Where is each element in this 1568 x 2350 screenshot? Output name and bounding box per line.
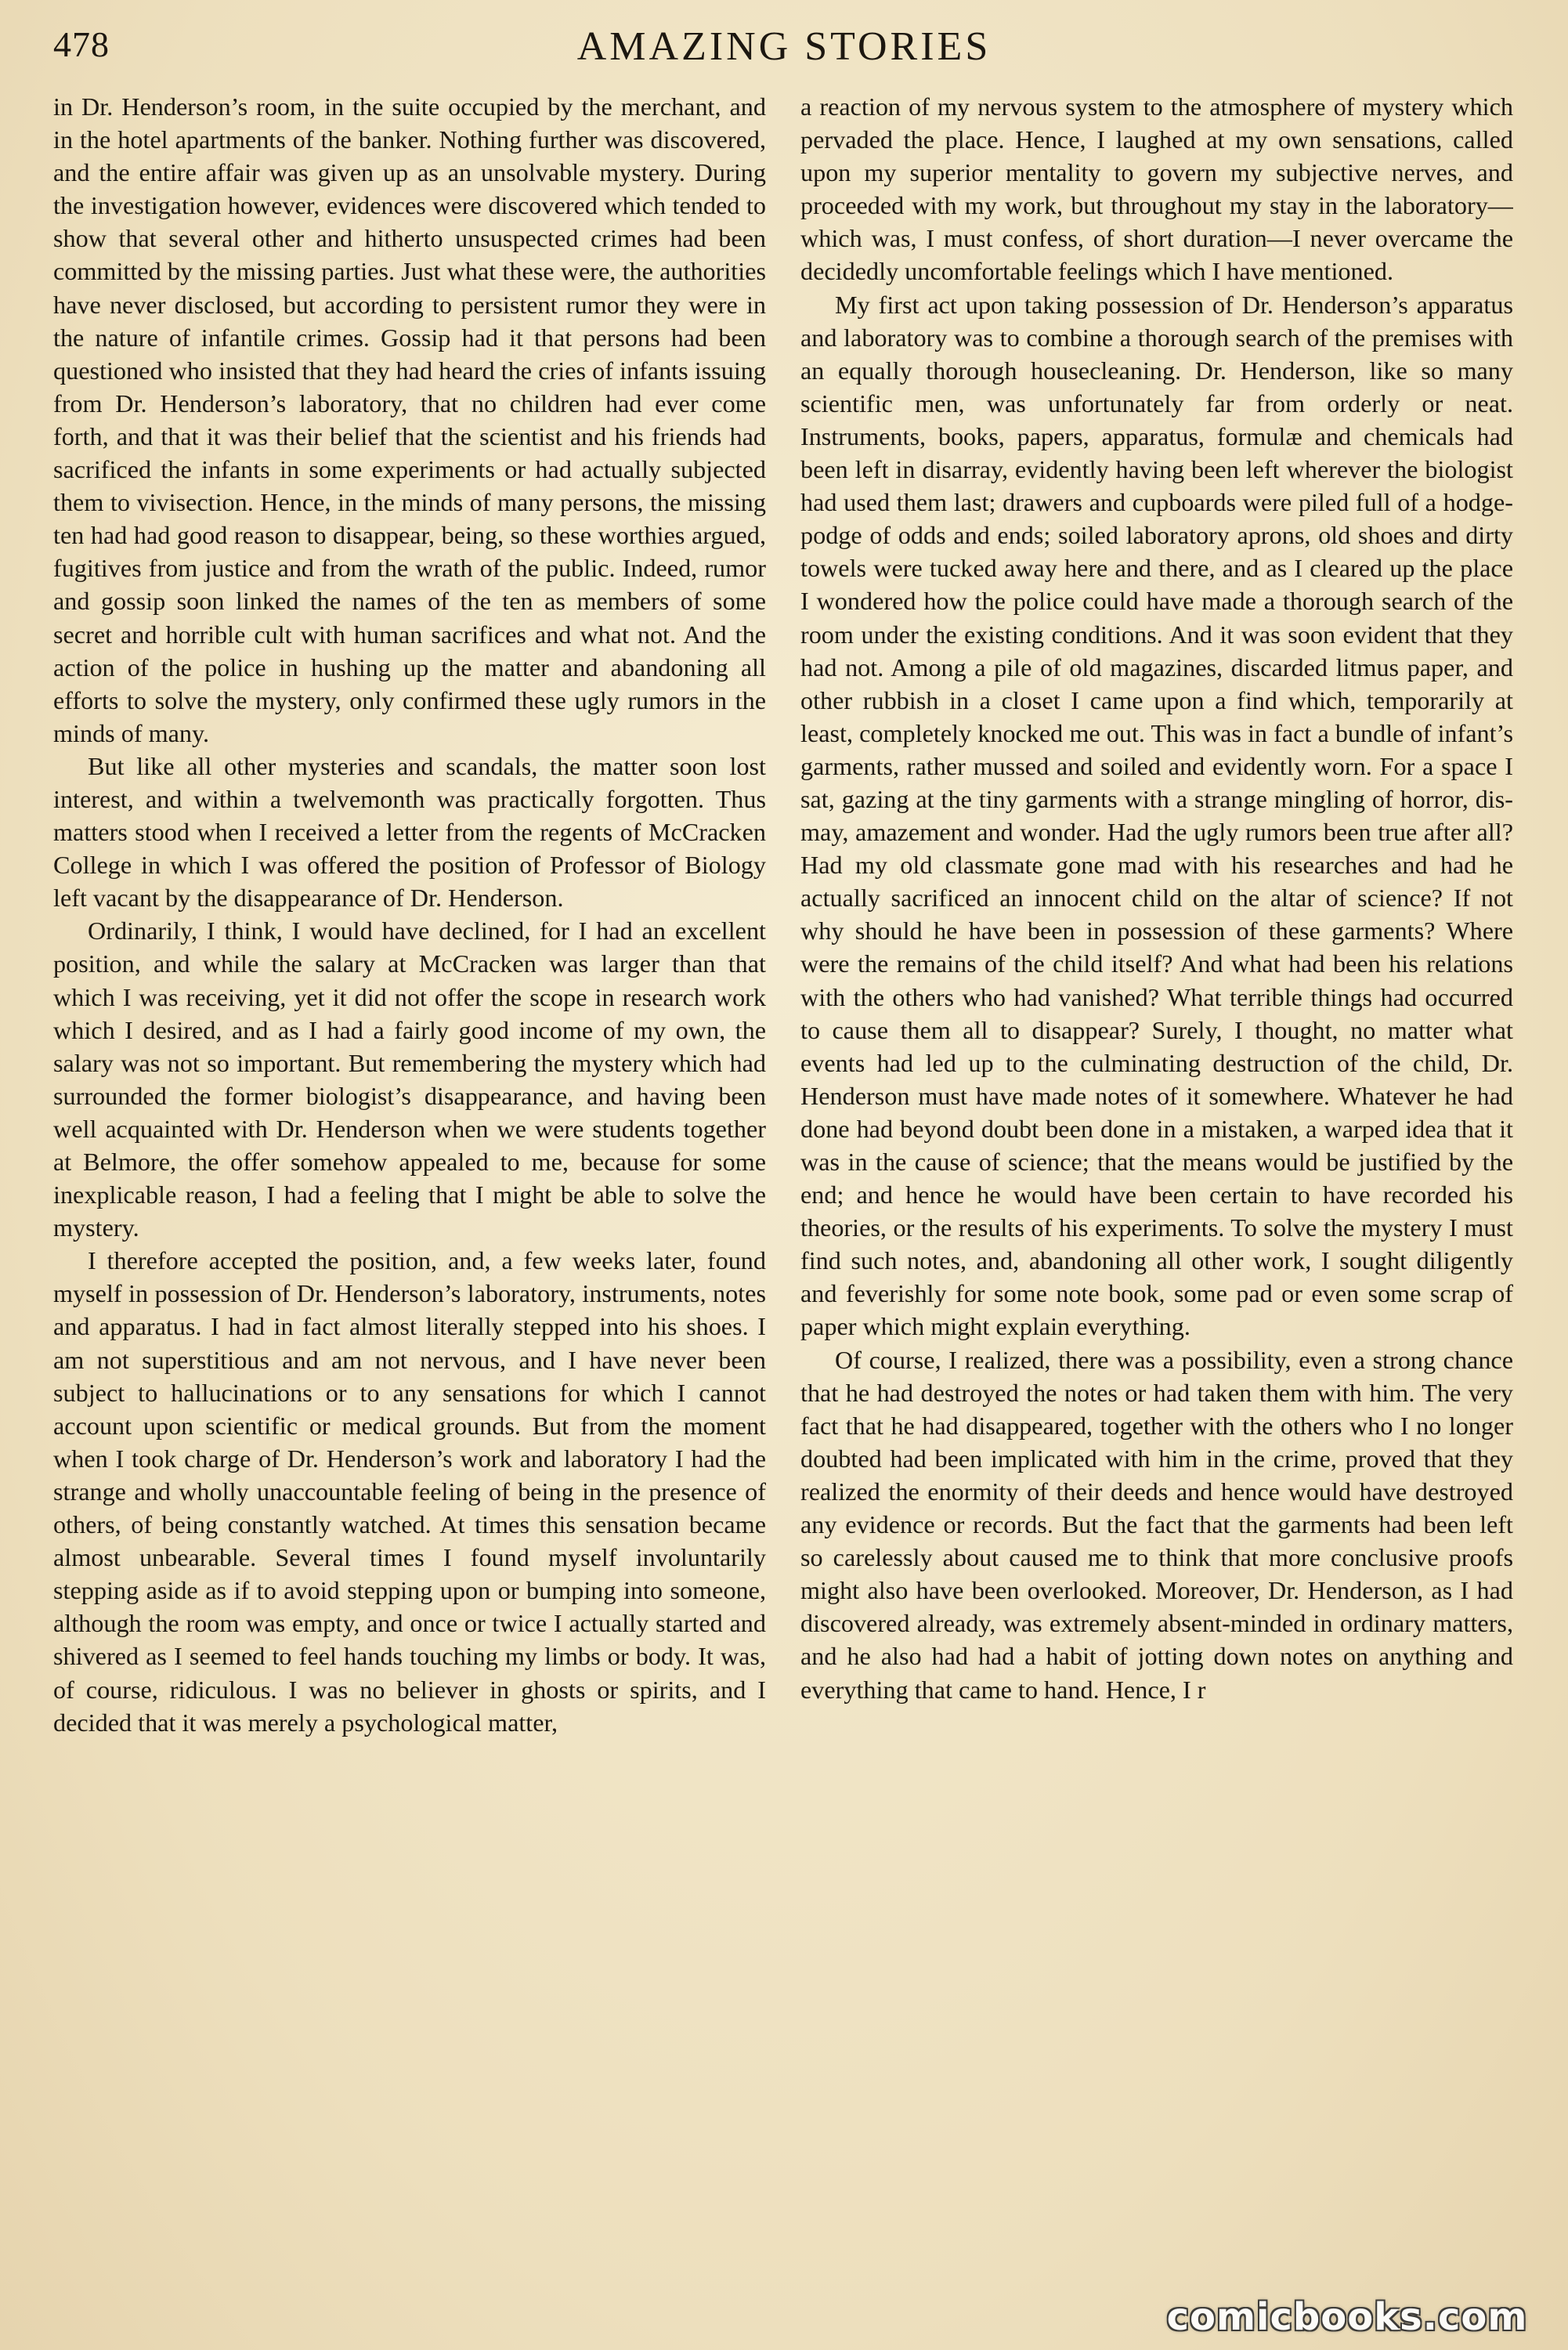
left-column <box>53 90 766 2330</box>
page-header <box>0 24 1568 78</box>
paragraph: Of course, I realized, there was a possibility, even a strong chance that he had destroyed the notes or had taken them with him. The very fact that he had disappeared, together with the others who I no longer doubted had been implicated with him in the crime, proved that they realized the enormity of their deeds and hence would have destroyed any evidence or records. But the fact that the garments had been left so carelessly about caused me to think that more conclusive proofs might also have been overlooked. Moreover, Dr. Henderson, as I had discovered already, was extremely absent-minded in ordinary matters, and he also had had a habit of jotting down notes on anything and everything that came to hand. Hence, I r <box>800 1345 1513 1704</box>
paragraph: a reaction of my nervous system to the atmosphere of mystery which pervaded the place. Hence, I laughed at my own sensations, called upon my superior mentality to govern my subjective nerves, and proceeded with my work, but throughout my stay in the laboratory—which was, I must confess, of short duration—I never overcame the decidedly uncomfortable feelings which I have mentioned. <box>800 92 1513 286</box>
page-number: 478 <box>53 24 110 64</box>
watermark-logo: comicbooks.com <box>1166 2295 1528 2339</box>
paragraph: My first act upon taking possession of Dr. Henderson’s apparatus and laboratory was to combine a thorough search of the premises with an equally thorough housecleaning. Dr. Henderson, like so many scientific men, was unfortunately far from orderly or neat. Instruments, books, papers, apparatus, formulæ and chemicals had been left in disarray, evidently having been left wherever the biologist had used them last; drawers and cupboards were piled full of a hodge-podge of odds and ends; soiled laboratory aprons, old shoes and dirty towels were tucked away here and there, and as I cleared up the place I wondered how the police could have made a thorough search of the room under the existing conditions. And it was soon evident that they had not. Among a pile of old magazines, discarded litmus paper, and other rubbish in a closet I came upon a find which, temporarily at least, completely knocked me out. This was in fact a bundle of infant’s garments, rather mussed and soiled and evidently worn. For a space I sat, gazing at the tiny garments with a strange mingling of horror, dismay, amazement and wonder. Had the ugly rumors been true after all? Had my old classmate gone mad with his researches and had he actually sacrificed an innocent child on the altar of science? If not why should he have been in possession of these garments? Where were the remains of the child itself? And what had been his relations with the others who had vanished? What terrible things had occurred to cause them all to disappear? Surely, I thought, no matter what events had led up to the culminating destruction of the child, Dr. Henderson must have made notes of it somewhere. Whatever he had done had beyond doubt been done in a mistaken, a warped idea that it was in the cause of science; that the means would be justified by the end; and hence he would have been certain to have recorded his theories, or the results of his experiments. To solve the mystery I must find such notes, and, abandoning all other work, I sought diligently and feverishly for some note book, some pad or even some scrap of paper which might explain everything. <box>800 290 1513 1341</box>
paragraph: But like all other mysteries and scandals, the matter soon lost interest, and within a twelvemonth was practically forgotten. Thus matters stood when I received a letter from the regents of McCracken College in which I was offered the position of Professor of Biology left vacant by the disappearance of Dr. Henderson. <box>53 751 766 913</box>
paragraph: Ordinarily, I think, I would have declined, for I had an excellent position, and while the salary at McCracken was larger than that which I was receiving, yet it did not offer the scope in research work which I desired, and as I had a fairly good income of my own, the salary was not so important. But remembering the mystery which had surrounded the former biologist’s disappearance, and having been well acquainted with Dr. Henderson when we were students together at Belmore, the offer somehow appealed to me, because for some inexplicable reason, I had a feeling that I might be able to solve the mystery. <box>53 916 766 1242</box>
right-column <box>800 90 1513 2330</box>
paragraph: I therefore accepted the position, and, a few weeks later, found myself in possession of Dr. Henderson’s laboratory, instruments, notes and apparatus. I had in fact almost literally stepped into his shoes. I am not superstitious and am not nervous, and I have never been subject to hallucinations or to any sensations for which I cannot account upon scientific or medical grounds. But from the moment when I took charge of Dr. Henderson’s work and laboratory I had the strange and wholly unaccountable feeling of being in the presence of others, of being constantly watched. At times this sensation became almost unbearable. Several times I found myself involuntarily stepping aside as if to avoid stepping upon or bumping into someone, although the room was empty, and once or twice I actually started and shivered as I seemed to feel hands touching my limbs or body. It was, of course, ridiculous. I was no believer in ghosts or spirits, and I decided that it was merely a psychological matter, <box>53 1246 766 1737</box>
running-title: AMAZING STORIES <box>576 24 992 69</box>
paragraph: in Dr. Henderson’s room, in the suite occupied by the merchant, and in the hotel apartments of the banker. Nothing further was discovered, and the entire affair was given up as an unsolvable mystery. During the investigation however, evidences were discovered which tended to show that several other and hitherto unsuspected crimes had been committed by the missing parties. Just what these were, the authorities have never disclosed, but according to persistent rumor they were in the nature of infantile crimes. Gossip had it that persons had been questioned who insisted that they had heard the cries of infants issuing from Dr. Henderson’s laboratory, that no children had ever come forth, and that it was their belief that the scientist and his friends had sacrificed the infants in some experiments or had actually subjected them to vivisection. Hence, in the minds of many persons, the missing ten had had good reason to disappear, being, so these worthies argued, fugitives from justice and from the wrath of the public. Indeed, rumor and gossip soon linked the names of the ten as members of some secret and horrible cult with human sacrifices and what not. And the action of the police in hushing up the matter and abandoning all efforts to solve the mystery, only confirmed these ugly rumors in the minds of many. <box>53 92 766 747</box>
